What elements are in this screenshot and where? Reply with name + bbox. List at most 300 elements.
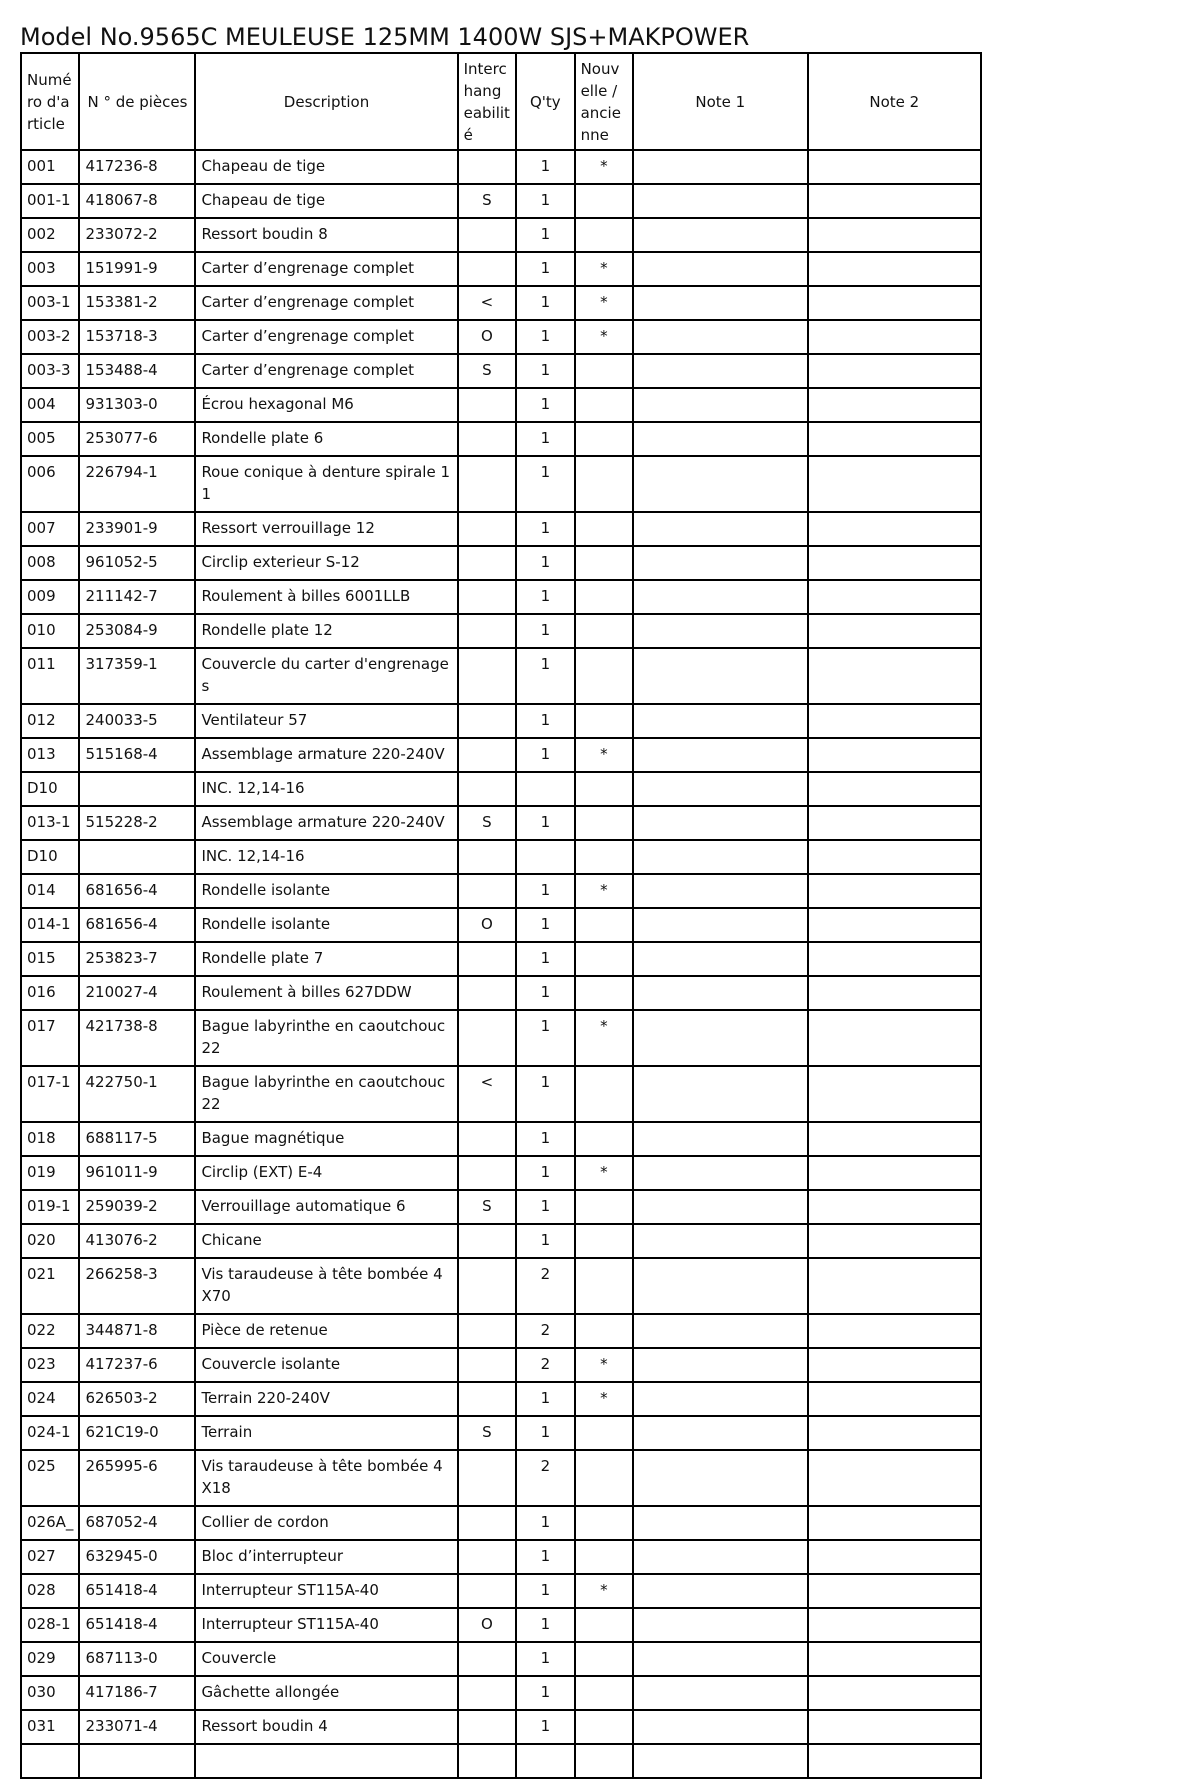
- cell-new-old: [575, 1506, 633, 1540]
- table-row: [21, 840, 981, 874]
- table-row: [21, 422, 981, 456]
- cell-quantity: [516, 772, 574, 806]
- cell-note-2: [808, 1066, 981, 1122]
- cell-description: Rondelle plate 6: [195, 422, 457, 456]
- cell-new-old: [575, 840, 633, 874]
- table-row: [21, 772, 981, 806]
- cell-quantity: 1: [516, 1382, 574, 1416]
- cell-new-old: [575, 772, 633, 806]
- cell-new-old: [575, 704, 633, 738]
- cell-description: Rondelle plate 7: [195, 942, 457, 976]
- cell-note-1: [633, 614, 807, 648]
- cell-article-number: 012: [21, 704, 79, 738]
- parts-table-body: [21, 150, 981, 1778]
- table-row: [21, 1540, 981, 1574]
- cell-new-old: [575, 1710, 633, 1744]
- table-row: [21, 184, 981, 218]
- cell-part-number: 211142-7: [79, 580, 195, 614]
- cell-note-1: [633, 840, 807, 874]
- cell-new-old: [575, 1744, 633, 1778]
- cell-interchangeability: S: [458, 184, 516, 218]
- cell-note-2: [808, 942, 981, 976]
- cell-interchangeability: S: [458, 1416, 516, 1450]
- cell-note-1: [633, 1010, 807, 1066]
- cell-quantity: 1: [516, 1122, 574, 1156]
- cell-interchangeability: <: [458, 1066, 516, 1122]
- cell-note-2: [808, 1744, 981, 1778]
- cell-quantity: [516, 1744, 574, 1778]
- cell-new-old: [575, 1314, 633, 1348]
- cell-note-1: [633, 1314, 807, 1348]
- cell-interchangeability: [458, 976, 516, 1010]
- cell-note-2: [808, 1574, 981, 1608]
- cell-quantity: 1: [516, 806, 574, 840]
- cell-interchangeability: [458, 704, 516, 738]
- table-row: [21, 1676, 981, 1710]
- cell-part-number: 153718-3: [79, 320, 195, 354]
- cell-quantity: 1: [516, 874, 574, 908]
- cell-description: Pièce de retenue: [195, 1314, 457, 1348]
- cell-note-2: [808, 1416, 981, 1450]
- cell-part-number: 253084-9: [79, 614, 195, 648]
- cell-interchangeability: [458, 1450, 516, 1506]
- cell-description: Ressort boudin 8: [195, 218, 457, 252]
- cell-new-old: [575, 1608, 633, 1642]
- page-title: Model No.9565C MEULEUSE 125MM 1400W SJS+MAKPOWER: [20, 23, 750, 51]
- cell-new-old: *: [575, 252, 633, 286]
- cell-description: Chapeau de tige: [195, 150, 457, 184]
- cell-note-2: [808, 772, 981, 806]
- cell-new-old: [575, 388, 633, 422]
- header-description: Description: [195, 53, 457, 150]
- cell-part-number: 233901-9: [79, 512, 195, 546]
- cell-interchangeability: [458, 1744, 516, 1778]
- cell-interchangeability: [458, 840, 516, 874]
- table-row: [21, 150, 981, 184]
- table-row: [21, 1224, 981, 1258]
- cell-description: Gâchette allongée: [195, 1676, 457, 1710]
- cell-note-2: [808, 908, 981, 942]
- cell-article-number: 025: [21, 1450, 79, 1506]
- cell-description: Ressort boudin 4: [195, 1710, 457, 1744]
- cell-part-number: 259039-2: [79, 1190, 195, 1224]
- cell-quantity: 1: [516, 252, 574, 286]
- cell-part-number: 681656-4: [79, 908, 195, 942]
- cell-note-2: [808, 546, 981, 580]
- header-quantity: Q'ty: [516, 53, 574, 150]
- cell-note-2: [808, 1382, 981, 1416]
- cell-note-1: [633, 512, 807, 546]
- cell-new-old: [575, 218, 633, 252]
- cell-article-number: 013-1: [21, 806, 79, 840]
- cell-new-old: [575, 1066, 633, 1122]
- cell-quantity: 1: [516, 1190, 574, 1224]
- cell-new-old: *: [575, 1010, 633, 1066]
- cell-quantity: 1: [516, 704, 574, 738]
- cell-note-2: [808, 704, 981, 738]
- cell-note-1: [633, 1710, 807, 1744]
- header-new-old: Nouv elle / ancie nne: [575, 53, 633, 150]
- cell-new-old: *: [575, 1574, 633, 1608]
- cell-note-2: [808, 512, 981, 546]
- cell-note-2: [808, 1710, 981, 1744]
- cell-note-1: [633, 1744, 807, 1778]
- cell-interchangeability: [458, 1314, 516, 1348]
- cell-description: Chapeau de tige: [195, 184, 457, 218]
- cell-note-1: [633, 1540, 807, 1574]
- cell-new-old: [575, 1190, 633, 1224]
- cell-article-number: 007: [21, 512, 79, 546]
- cell-new-old: [575, 1122, 633, 1156]
- cell-note-2: [808, 648, 981, 704]
- cell-note-2: [808, 1010, 981, 1066]
- cell-quantity: 1: [516, 614, 574, 648]
- cell-description: Couvercle: [195, 1642, 457, 1676]
- table-row: [21, 1348, 981, 1382]
- cell-note-1: [633, 388, 807, 422]
- cell-note-2: [808, 1540, 981, 1574]
- cell-note-1: [633, 1224, 807, 1258]
- cell-note-1: [633, 1382, 807, 1416]
- cell-quantity: [516, 840, 574, 874]
- cell-description: Écrou hexagonal M6: [195, 388, 457, 422]
- cell-part-number: 317359-1: [79, 648, 195, 704]
- cell-new-old: [575, 512, 633, 546]
- cell-quantity: 2: [516, 1314, 574, 1348]
- cell-article-number: 003-2: [21, 320, 79, 354]
- table-row: [21, 738, 981, 772]
- table-row: [21, 942, 981, 976]
- cell-interchangeability: [458, 1710, 516, 1744]
- cell-new-old: [575, 1540, 633, 1574]
- cell-interchangeability: [458, 456, 516, 512]
- cell-description: Carter d’engrenage complet: [195, 320, 457, 354]
- cell-note-1: [633, 1122, 807, 1156]
- cell-article-number: 030: [21, 1676, 79, 1710]
- cell-interchangeability: [458, 218, 516, 252]
- cell-note-1: [633, 1506, 807, 1540]
- cell-interchangeability: [458, 1574, 516, 1608]
- cell-note-2: [808, 286, 981, 320]
- cell-quantity: 1: [516, 1066, 574, 1122]
- table-row: [21, 252, 981, 286]
- cell-description: Carter d’engrenage complet: [195, 354, 457, 388]
- cell-note-1: [633, 184, 807, 218]
- cell-new-old: [575, 614, 633, 648]
- cell-part-number: 233071-4: [79, 1710, 195, 1744]
- cell-description: Couvercle du carter d'engrenages: [195, 648, 457, 704]
- cell-interchangeability: [458, 738, 516, 772]
- cell-note-2: [808, 1224, 981, 1258]
- cell-new-old: [575, 806, 633, 840]
- cell-interchangeability: [458, 1224, 516, 1258]
- cell-note-2: [808, 150, 981, 184]
- cell-interchangeability: [458, 1010, 516, 1066]
- table-header-row: [21, 53, 981, 150]
- cell-note-2: [808, 1314, 981, 1348]
- cell-part-number: 233072-2: [79, 218, 195, 252]
- cell-part-number: [79, 840, 195, 874]
- cell-part-number: 413076-2: [79, 1224, 195, 1258]
- cell-quantity: 1: [516, 1710, 574, 1744]
- cell-part-number: 151991-9: [79, 252, 195, 286]
- cell-quantity: 2: [516, 1450, 574, 1506]
- cell-note-2: [808, 1642, 981, 1676]
- cell-description: Ressort verrouillage 12: [195, 512, 457, 546]
- table-row: [21, 976, 981, 1010]
- cell-note-2: [808, 1122, 981, 1156]
- cell-interchangeability: [458, 1122, 516, 1156]
- cell-article-number: 019-1: [21, 1190, 79, 1224]
- cell-note-1: [633, 252, 807, 286]
- cell-description: Roulement à billes 6001LLB: [195, 580, 457, 614]
- cell-note-2: [808, 320, 981, 354]
- cell-interchangeability: [458, 614, 516, 648]
- cell-interchangeability: S: [458, 354, 516, 388]
- cell-quantity: 1: [516, 456, 574, 512]
- cell-description: Assemblage armature 220-240V: [195, 806, 457, 840]
- cell-article-number: 003: [21, 252, 79, 286]
- cell-article-number: 014-1: [21, 908, 79, 942]
- cell-note-2: [808, 1258, 981, 1314]
- cell-note-1: [633, 320, 807, 354]
- cell-article-number: 019: [21, 1156, 79, 1190]
- cell-interchangeability: O: [458, 320, 516, 354]
- cell-note-2: [808, 218, 981, 252]
- cell-article-number: 018: [21, 1122, 79, 1156]
- cell-note-1: [633, 704, 807, 738]
- cell-article-number: 011: [21, 648, 79, 704]
- cell-interchangeability: [458, 150, 516, 184]
- table-row: [21, 1450, 981, 1506]
- cell-description: Collier de cordon: [195, 1506, 457, 1540]
- cell-interchangeability: [458, 580, 516, 614]
- cell-note-2: [808, 738, 981, 772]
- cell-part-number: 265995-6: [79, 1450, 195, 1506]
- table-row: [21, 580, 981, 614]
- cell-description: Couvercle isolante: [195, 1348, 457, 1382]
- cell-article-number: D10: [21, 772, 79, 806]
- cell-new-old: [575, 456, 633, 512]
- cell-new-old: *: [575, 1156, 633, 1190]
- cell-note-1: [633, 1416, 807, 1450]
- table-row: [21, 1744, 981, 1778]
- cell-new-old: [575, 1642, 633, 1676]
- cell-quantity: 1: [516, 1574, 574, 1608]
- cell-new-old: [575, 1676, 633, 1710]
- cell-article-number: 017-1: [21, 1066, 79, 1122]
- cell-note-2: [808, 580, 981, 614]
- table-row: [21, 320, 981, 354]
- cell-new-old: [575, 422, 633, 456]
- cell-quantity: 1: [516, 648, 574, 704]
- cell-description: Bague magnétique: [195, 1122, 457, 1156]
- cell-quantity: 1: [516, 1010, 574, 1066]
- cell-description: Ventilateur 57: [195, 704, 457, 738]
- cell-note-2: [808, 422, 981, 456]
- cell-note-2: [808, 1190, 981, 1224]
- cell-note-1: [633, 354, 807, 388]
- cell-note-1: [633, 546, 807, 580]
- cell-interchangeability: [458, 1156, 516, 1190]
- cell-quantity: 1: [516, 320, 574, 354]
- cell-part-number: 417236-8: [79, 150, 195, 184]
- cell-part-number: 153488-4: [79, 354, 195, 388]
- cell-article-number: [21, 1744, 79, 1778]
- cell-description: Interrupteur ST115A-40: [195, 1574, 457, 1608]
- cell-new-old: [575, 580, 633, 614]
- cell-interchangeability: <: [458, 286, 516, 320]
- cell-new-old: *: [575, 1348, 633, 1382]
- cell-note-2: [808, 388, 981, 422]
- cell-part-number: 240033-5: [79, 704, 195, 738]
- table-row: [21, 456, 981, 512]
- cell-note-2: [808, 184, 981, 218]
- cell-part-number: 421738-8: [79, 1010, 195, 1066]
- cell-interchangeability: S: [458, 806, 516, 840]
- cell-part-number: 687113-0: [79, 1642, 195, 1676]
- cell-description: Bloc d’interrupteur: [195, 1540, 457, 1574]
- cell-interchangeability: O: [458, 1608, 516, 1642]
- cell-part-number: 687052-4: [79, 1506, 195, 1540]
- cell-description: Rondelle isolante: [195, 908, 457, 942]
- cell-quantity: 1: [516, 908, 574, 942]
- cell-part-number: 417237-6: [79, 1348, 195, 1382]
- cell-description: Verrouillage automatique 6: [195, 1190, 457, 1224]
- table-row: [21, 546, 981, 580]
- cell-new-old: [575, 184, 633, 218]
- cell-description: Roue conique à denture spirale 11: [195, 456, 457, 512]
- cell-note-2: [808, 976, 981, 1010]
- table-row: [21, 1314, 981, 1348]
- table-row: [21, 1382, 981, 1416]
- cell-note-1: [633, 976, 807, 1010]
- cell-quantity: 1: [516, 738, 574, 772]
- cell-note-1: [633, 150, 807, 184]
- cell-article-number: 026A_: [21, 1506, 79, 1540]
- table-row: [21, 648, 981, 704]
- table-row: [21, 354, 981, 388]
- cell-new-old: *: [575, 320, 633, 354]
- cell-article-number: 031: [21, 1710, 79, 1744]
- cell-article-number: 027: [21, 1540, 79, 1574]
- cell-article-number: 005: [21, 422, 79, 456]
- cell-part-number: 626503-2: [79, 1382, 195, 1416]
- cell-note-1: [633, 1574, 807, 1608]
- table-row: [21, 908, 981, 942]
- cell-article-number: 006: [21, 456, 79, 512]
- cell-part-number: 515228-2: [79, 806, 195, 840]
- cell-article-number: 001: [21, 150, 79, 184]
- cell-description: Carter d’engrenage complet: [195, 252, 457, 286]
- cell-interchangeability: [458, 648, 516, 704]
- cell-description: Interrupteur ST115A-40: [195, 1608, 457, 1642]
- cell-part-number: 253823-7: [79, 942, 195, 976]
- cell-part-number: 226794-1: [79, 456, 195, 512]
- header-part-number: N ° de pièces: [79, 53, 195, 150]
- cell-note-1: [633, 456, 807, 512]
- cell-article-number: 009: [21, 580, 79, 614]
- cell-new-old: [575, 942, 633, 976]
- cell-part-number: 931303-0: [79, 388, 195, 422]
- cell-quantity: 1: [516, 976, 574, 1010]
- cell-quantity: 1: [516, 546, 574, 580]
- cell-note-2: [808, 874, 981, 908]
- cell-new-old: [575, 1416, 633, 1450]
- cell-new-old: [575, 976, 633, 1010]
- cell-note-1: [633, 806, 807, 840]
- cell-interchangeability: S: [458, 1190, 516, 1224]
- cell-article-number: 010: [21, 614, 79, 648]
- cell-article-number: 022: [21, 1314, 79, 1348]
- cell-article-number: 024: [21, 1382, 79, 1416]
- cell-note-1: [633, 942, 807, 976]
- cell-description: Assemblage armature 220-240V: [195, 738, 457, 772]
- table-row: [21, 218, 981, 252]
- cell-part-number: 210027-4: [79, 976, 195, 1010]
- cell-article-number: 023: [21, 1348, 79, 1382]
- cell-description: Circlip (EXT) E-4: [195, 1156, 457, 1190]
- cell-description: Rondelle isolante: [195, 874, 457, 908]
- cell-new-old: [575, 1224, 633, 1258]
- cell-note-1: [633, 1608, 807, 1642]
- table-row: [21, 1010, 981, 1066]
- cell-part-number: 422750-1: [79, 1066, 195, 1122]
- cell-part-number: 681656-4: [79, 874, 195, 908]
- table-row: [21, 614, 981, 648]
- cell-description: Carter d’engrenage complet: [195, 286, 457, 320]
- cell-note-2: [808, 354, 981, 388]
- cell-note-1: [633, 908, 807, 942]
- table-row: [21, 1506, 981, 1540]
- cell-interchangeability: [458, 942, 516, 976]
- cell-part-number: [79, 1744, 195, 1778]
- cell-new-old: [575, 546, 633, 580]
- cell-note-2: [808, 1608, 981, 1642]
- cell-part-number: [79, 772, 195, 806]
- cell-part-number: 417186-7: [79, 1676, 195, 1710]
- table-row: [21, 1258, 981, 1314]
- cell-new-old: *: [575, 738, 633, 772]
- cell-interchangeability: [458, 252, 516, 286]
- cell-note-2: [808, 614, 981, 648]
- cell-part-number: 418067-8: [79, 184, 195, 218]
- table-row: [21, 874, 981, 908]
- cell-new-old: *: [575, 286, 633, 320]
- cell-quantity: 1: [516, 1608, 574, 1642]
- table-row: [21, 286, 981, 320]
- cell-note-2: [808, 1348, 981, 1382]
- cell-article-number: 004: [21, 388, 79, 422]
- cell-quantity: 1: [516, 184, 574, 218]
- cell-interchangeability: [458, 1540, 516, 1574]
- cell-article-number: 020: [21, 1224, 79, 1258]
- cell-part-number: 153381-2: [79, 286, 195, 320]
- cell-article-number: 002: [21, 218, 79, 252]
- cell-description: INC. 12,14-16: [195, 840, 457, 874]
- cell-note-1: [633, 218, 807, 252]
- cell-note-1: [633, 422, 807, 456]
- cell-interchangeability: [458, 546, 516, 580]
- cell-note-1: [633, 772, 807, 806]
- cell-interchangeability: [458, 388, 516, 422]
- table-row: [21, 1608, 981, 1642]
- cell-note-1: [633, 1258, 807, 1314]
- cell-description: Vis taraudeuse à tête bombée 4X70: [195, 1258, 457, 1314]
- cell-quantity: 1: [516, 1506, 574, 1540]
- cell-quantity: 1: [516, 1224, 574, 1258]
- cell-quantity: 1: [516, 388, 574, 422]
